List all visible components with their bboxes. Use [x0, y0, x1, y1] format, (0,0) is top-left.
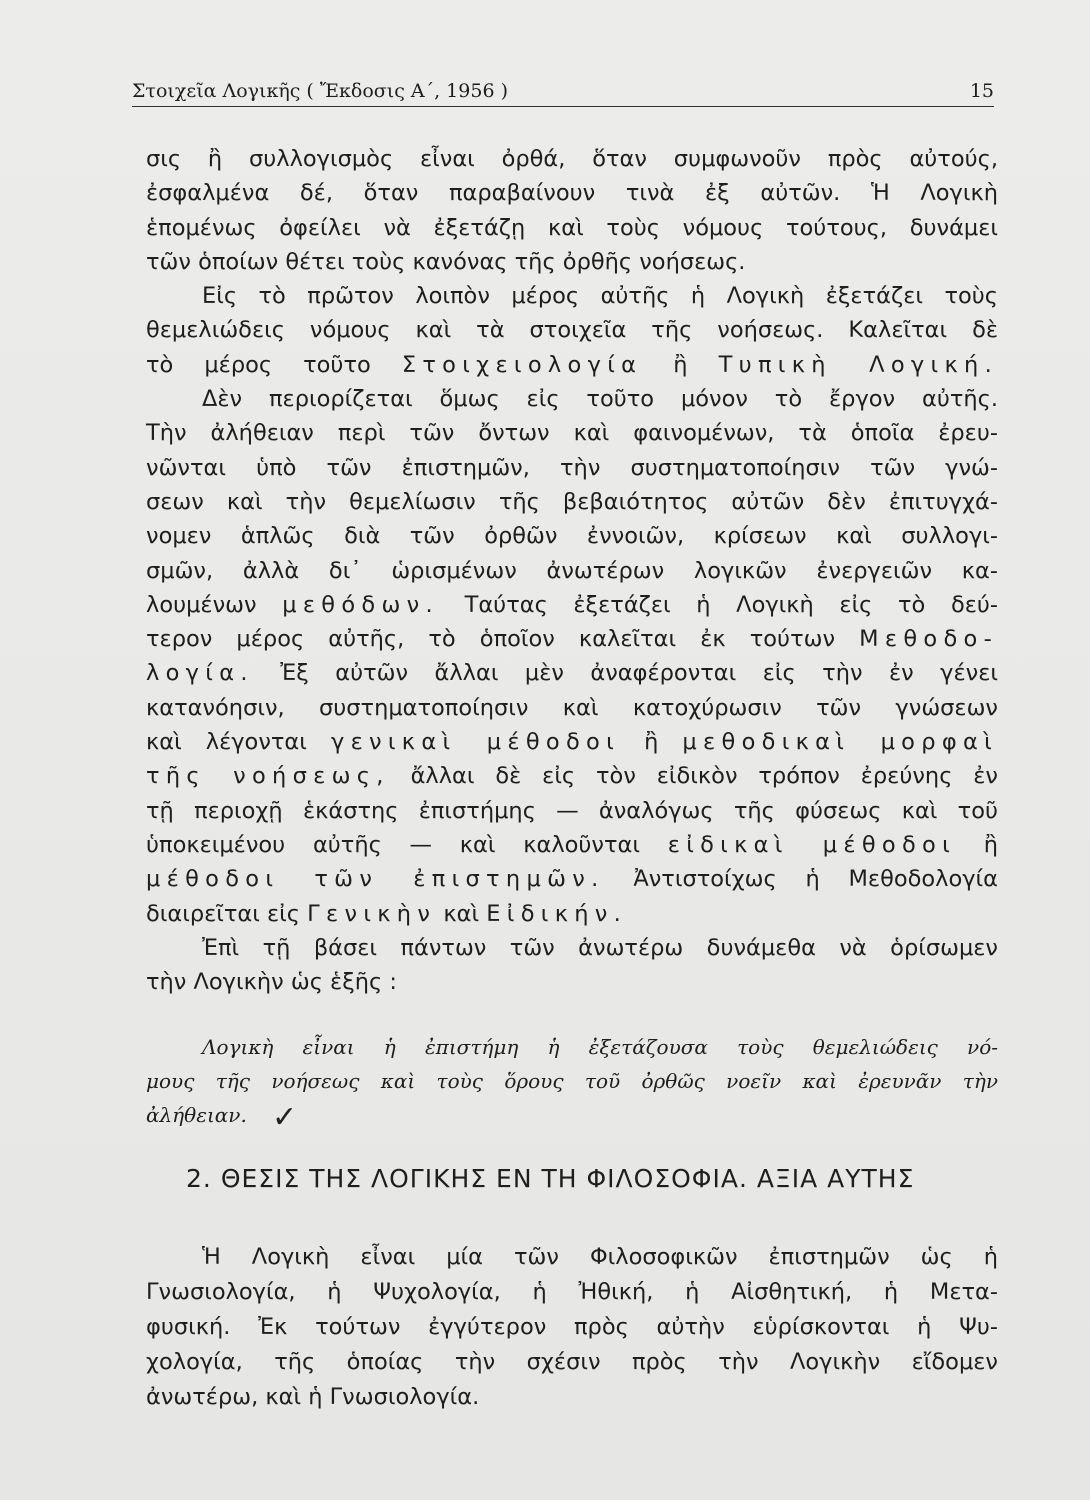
section-heading — [186, 1164, 986, 1193]
text-line: θεμελιώδεις νόμους καὶ τὰ στοιχεῖα τῆς νοήσεως. Καλεῖται δὲ — [146, 317, 998, 344]
spaced-term: γενικαὶ μέθοδοι — [330, 729, 621, 756]
spaced-term: εἰδικαὶ μέθοδοι — [667, 831, 956, 858]
text-line — [146, 897, 998, 931]
text-line: τῶν ὁποίων θέτει τοὺς κανόνας τῆς ὀρθῆς νοήσεως. — [146, 248, 746, 275]
text-line: τῇ περιοχῇ ἑκάστης ἐπιστήμης — ἀναλόγως τῆς φύσεως καὶ τοῦ — [146, 797, 998, 824]
spaced-term: μέθοδοι τῶν ἐπιστημῶν. — [146, 866, 605, 893]
text-fragment: καὶ — [443, 900, 480, 927]
spaced-term: τῆς νοήσεως, — [146, 763, 390, 790]
text-line — [146, 759, 998, 793]
text-fragment: ἢ — [983, 831, 999, 858]
text-line: ἀνωτέρω, καὶ ἡ Γνωσιολογία. — [146, 1384, 480, 1410]
spaced-term: Στοιχειολογία — [401, 351, 643, 378]
text-line: ἑπομένως ὀφείλει νὰ ἐξετάζῃ καὶ τοὺς νόμους τούτους, δυνάμει — [146, 214, 998, 241]
text-line: σις ἢ συλλογισμὸς εἶναι ὀρθά, ὅταν συμφωνοῦν πρὸς αὐτούς, — [146, 146, 998, 172]
text-line: σμῶν, ἀλλὰ δι᾽ ὡρισμένων ἀνωτέρων λογικῶν ἐνεργειῶν κα- — [146, 557, 998, 584]
spaced-term: μεθοδικαὶ μορφαὶ — [682, 729, 999, 756]
spaced-term: Μεθοδο- — [859, 626, 998, 653]
text-fragment: λουμένων — [146, 591, 257, 618]
text-line: φυσική. Ἐκ τούτων ἐγγύτερον πρὸς αὐτὴν εὑρίσκονται ἡ Ψυ- — [146, 1314, 998, 1340]
text-line: Εἰς τὸ πρῶτον λοιπὸν μέρος αὐτῆς ἡ Λογικὴ ἐξετάζει τοὺς — [202, 283, 998, 310]
text-fragment: Ταύτας ἐξετάζει ἡ Λογικὴ εἰς τὸ δεύ- — [464, 591, 999, 618]
text-line — [146, 622, 998, 656]
text-line — [146, 588, 998, 622]
page-number: 15 — [969, 80, 994, 102]
text-fragment: καὶ λέγονται — [146, 729, 307, 756]
definition-line: ἀλήθειαν. — [146, 1103, 247, 1127]
section-text — [146, 1240, 998, 1415]
section-title: ΘΕΣΙΣ ΤΗΣ ΛΟΓΙΚΗΣ ΕΝ ΤΗ ΦΙΛΟΣΟΦΙΑ. ΑΞΙΑ ΑΥΤΗΣ — [220, 1164, 915, 1193]
text-line: σεων καὶ τὴν θεμελίωσιν τῆς βεβαιότητος αὐτῶν δὲν ἐπιτυγχά- — [146, 488, 998, 515]
spaced-term: λογία. — [146, 660, 254, 687]
text-fragment: τερον μέρος αὐτῆς, τὸ ὁποῖον καλεῖται ἐκ τούτων — [146, 626, 836, 653]
definition-line: μους τῆς νοήσεως καὶ τοὺς ὅρους τοῦ ὀρθῶς νοεῖν καὶ ἐρευνᾶν τὴν — [146, 1069, 998, 1093]
handwritten-check-icon: ✓ — [272, 1100, 298, 1135]
header-title: Στοιχεῖα Λογικῆς ( Ἔκδοσις Α΄, 1956 ) — [132, 80, 508, 102]
text-fragment: ὑποκειμένου αὐτῆς — καὶ καλοῦνται — [146, 831, 640, 858]
text-line — [146, 656, 998, 690]
text-fragment: ἄλλαι δὲ εἰς τὸν εἰδικὸν τρόπον ἐρεύνης ἐν — [410, 763, 998, 790]
text-fragment: Ἀντιστοίχως ἡ Μεθοδολογία — [633, 866, 999, 893]
text-line: κατανόησιν, συστηματοποίησιν καὶ κατοχύρωσιν τῶν γνώσεων — [146, 694, 998, 721]
definition-line: Λογικὴ εἶναι ἡ ἐπιστήμη ἡ ἐξετάζουσα τοὺς θεμελιώδεις νό- — [202, 1035, 998, 1059]
text-fragment: διαιρεῖται εἰς — [146, 900, 301, 927]
spaced-term: μεθόδων. — [282, 591, 439, 618]
text-line: ἐσφαλμένα δέ, ὅταν παραβαίνουν τινὰ ἐξ αὐτῶν. Ἡ Λογικὴ — [146, 180, 998, 207]
text-fragment: ἢ — [644, 729, 659, 756]
spaced-term: Γενικὴν — [307, 900, 437, 927]
text-line: Δὲν περιορίζεται ὅμως εἰς τοῦτο μόνον τὸ ἔργον αὐτῆς. — [202, 386, 998, 413]
main-text — [146, 142, 998, 999]
text-line: Τὴν ἀλήθειαν περὶ τῶν ὄντων καὶ φαινομένων, τὰ ὁποῖα ἐρευ- — [146, 420, 998, 447]
text-line: χολογία, τῆς ὁποίας τὴν σχέσιν πρὸς τὴν Λογικὴν εἴδομεν — [146, 1349, 998, 1375]
text-line — [146, 725, 998, 759]
section-number: 2. — [186, 1164, 212, 1193]
text-line — [146, 862, 998, 896]
text-line — [146, 828, 998, 862]
spaced-term: Τυπικὴ Λογική. — [718, 351, 999, 378]
text-line: τὴν Λογικὴν ὡς ἑξῆς : — [146, 969, 397, 996]
text-fragment: Ἐξ αὐτῶν ἄλλαι μὲν ἀναφέρονται εἰς τὴν ἐν γένει — [280, 660, 998, 687]
text-line: Γνωσιολογία, ἡ Ψυχολογία, ἡ Ἠθική, ἡ Αἰσθητική, ἡ Μετα- — [146, 1279, 998, 1305]
text-line: νῶνται ὑπὸ τῶν ἐπιστημῶν, τὴν συστηματοποίησιν τῶν γνώ- — [146, 454, 998, 481]
text-line — [146, 348, 998, 382]
text-line: νομεν ἁπλῶς διὰ τῶν ὀρθῶν ἐννοιῶν, κρίσεων καὶ συλλογι- — [146, 523, 998, 550]
text-fragment: ἢ — [673, 351, 688, 378]
text-line: Ἐπὶ τῇ βάσει πάντων τῶν ἀνωτέρω δυνάμεθα νὰ ὁρίσωμεν — [202, 934, 998, 961]
text-fragment: τὸ μέρος τοῦτο — [146, 351, 371, 378]
running-header — [132, 76, 994, 107]
spaced-term: Εἰδικήν. — [486, 900, 628, 927]
text-line: Ἡ Λογικὴ εἶναι μία τῶν Φιλοσοφικῶν ἐπιστημῶν ὡς ἡ — [202, 1244, 998, 1270]
